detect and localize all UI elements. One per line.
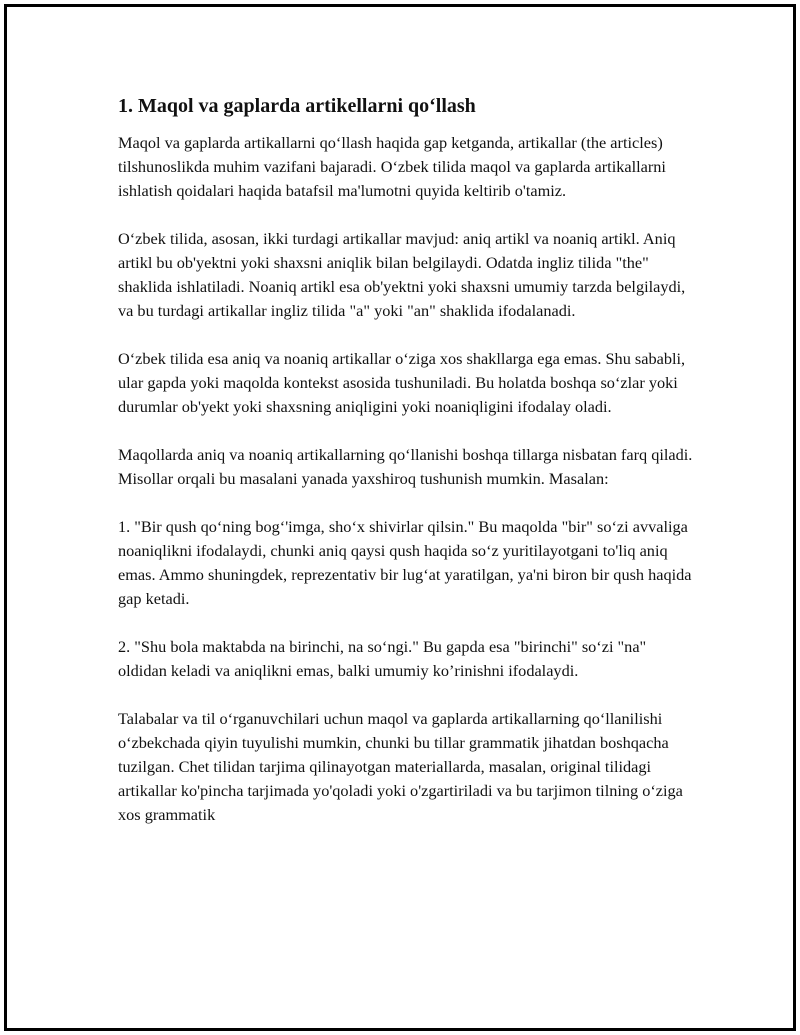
paragraph-intro: Maqol va gaplarda artikallarni qo‘llash haqida gap ketganda, artikallar (the articles) tilshunoslikda muhim vazifani bajaradi. O‘zbek tilida maqol va gaplarda artikallarni ishlatish qoidalari haqida batafsil ma'lumotni quyida keltirib o'tamiz. (118, 133, 666, 200)
paragraph-uzbek-forms: O‘zbek tilida esa aniq va noaniq artikallar o‘ziga xos shakllarga ega emas. Shu sababli, ular gapda yoki maqolda kontekst asosida tushuniladi. Bu holatda boshqa so‘zlar yoki durumlar ob'yekt yoki shaxsning aniqligini yoki noaniqligini ifodalay oladi. (118, 349, 686, 416)
document-body (118, 93, 693, 851)
paragraph-proverbs: Maqollarda aniq va noaniq artikallarning qo‘llanishi boshqa tillarga nisbatan farq qiladi. Misollar orqali bu masalani yanada yaxshiroq tushunish mumkin. Masalan: (118, 445, 693, 488)
paragraph-example-1: 1. "Bir qush qo‘ning bog‘'imga, sho‘x shivirlar qilsin." Bu maqolda "bir" so‘zi avvaliga noaniqlikni ifodalaydi, chunki aniq qaysi qush haqida so‘z yuritilayotgani to'liq aniq emas. Ammo shuningdek, reprezentativ bir lug‘at yaratilgan, ya'ni biron bir qush haqida gap ketadi. (118, 517, 692, 608)
section-heading: 1. Maqol va gaplarda artikellarni qo‘llash (118, 95, 476, 117)
paragraph-learners: Talabalar va til o‘rganuvchilari uchun maqol va gaplarda artikallarning qo‘llanilishi o‘zbekchada qiyin tuyulishi mumkin, chunki bu tillar grammatik jihatdan boshqacha tuzilgan. Chet tilidan tarjima qilinayotgan materiallarda, masalan, original tilidagi artikallar ko'pincha tarjimada yo'qoladi yoki o'zgartiriladi va bu tarjimon tilning o‘ziga xos grammatik (118, 709, 683, 824)
paragraph-example-2: 2. "Shu bola maktabda na birinchi, na so‘ngi." Bu gapda esa "birinchi" so‘zi "na" oldidan keladi va aniqlikni emas, balki umumiy ko’rinishni ifodalaydi. (118, 637, 647, 680)
paragraph-article-types: O‘zbek tilida, asosan, ikki turdagi artikallar mavjud: aniq artikl va noaniq artikl. Aniq artikl bu ob'yektni yoki shaxsni aniqlik bilan belgilaydi. Odatda ingliz tilida "the" shaklida ishlatiladi. Noaniq artikl esa ob'yektni yoki shaxsni umumiy tarzda belgilaydi, va bu turdagi artikallar ingliz tilida "a" yoki "an" shaklida ifodalanadi. (118, 229, 686, 320)
